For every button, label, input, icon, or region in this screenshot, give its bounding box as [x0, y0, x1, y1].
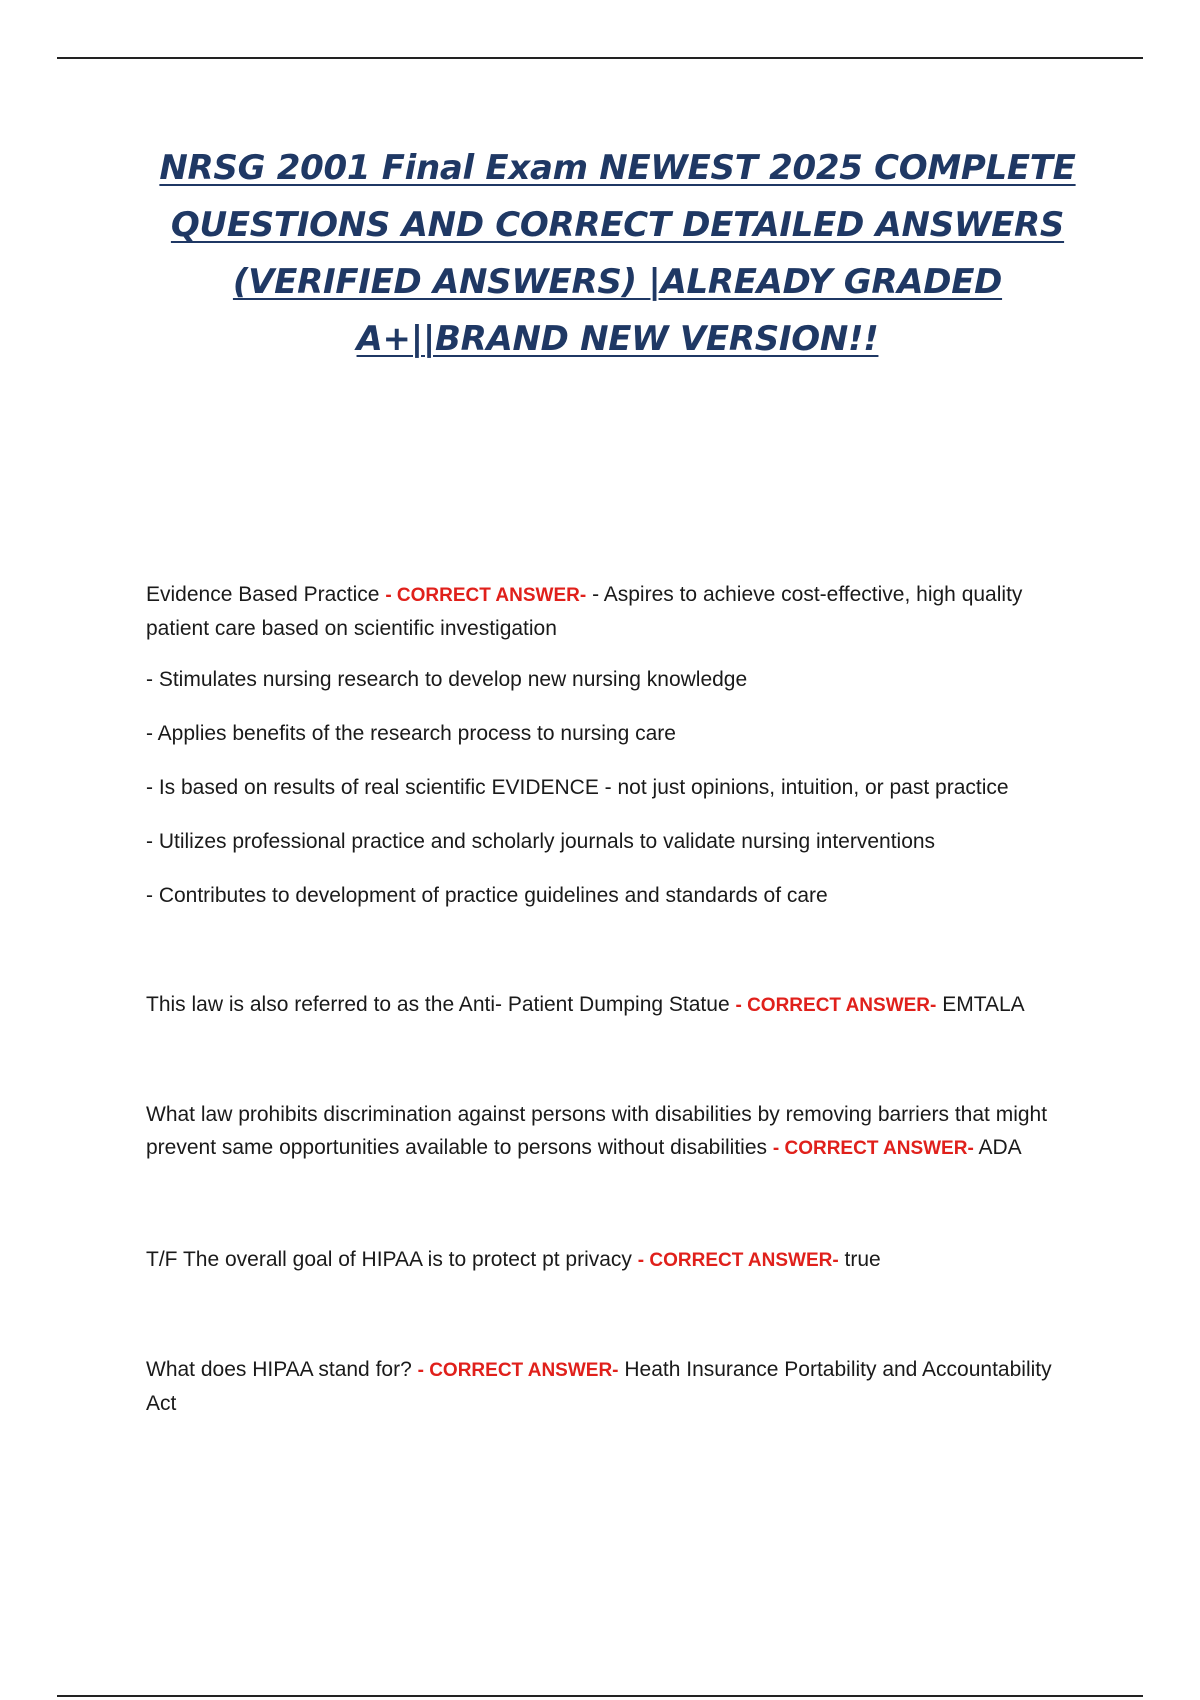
correct-answer-label: - CORRECT ANSWER-: [637, 1250, 839, 1271]
qa-item-emtala: [146, 988, 1081, 1022]
answer-text: - Aspires to achieve cost-effective, high quality patient care based on scientific investigation: [146, 583, 1023, 640]
correct-answer-label: - CORRECT ANSWER-: [385, 585, 587, 606]
question-text: Evidence Based Practice: [146, 583, 380, 606]
document-title: NRSG 2001 Final Exam NEWEST 2025 COMPLETE QUESTIONS AND CORRECT DETAILED ANSWERS (VERIFIED ANSWERS) |ALREADY GRADED A+||BRAND NEW VERSION!!: [159, 148, 1076, 359]
correct-answer-label: - CORRECT ANSWER-: [735, 995, 937, 1016]
bullet-item: - Contributes to development of practice guidelines and standards of care: [146, 884, 828, 907]
correct-answer-label: - CORRECT ANSWER-: [772, 1138, 974, 1159]
bullet-item: - Utilizes professional practice and scholarly journals to validate nursing interventions: [146, 830, 936, 853]
qa-item-evidence-based-practice: [146, 578, 1081, 645]
question-text: T/F The overall goal of HIPAA is to protect pt privacy: [146, 1248, 632, 1271]
qa-item-hipaa-goal: [146, 1243, 1081, 1277]
question-text: What law prohibits discrimination against persons with disabilities by removing barriers that might prevent same opportunities available to persons without disabilities: [146, 1103, 1048, 1159]
footer-rule: [57, 1695, 1143, 1697]
qa-item-hipaa-meaning: [146, 1353, 1081, 1420]
answer-text: Heath Insurance Portability and Accountability Act: [146, 1358, 1052, 1415]
answer-text: EMTALA: [942, 993, 1025, 1016]
bullet-item: - Stimulates nursing research to develop new nursing knowledge: [146, 668, 748, 691]
qa-item-ada: [146, 1098, 1081, 1165]
answer-text: ADA: [978, 1136, 1022, 1159]
question-text: This law is also referred to as the Anti- Patient Dumping Statue: [146, 993, 730, 1016]
bullet-item: - Is based on results of real scientific EVIDENCE - not just opinions, intuition, or past practice: [146, 776, 1009, 799]
bullet-item: - Applies benefits of the research process to nursing care: [146, 722, 676, 745]
header-rule: [57, 57, 1143, 59]
correct-answer-label: - CORRECT ANSWER-: [417, 1360, 619, 1381]
answer-text: true: [844, 1248, 881, 1271]
qa-content: [146, 578, 1081, 1420]
question-text: What does HIPAA stand for?: [146, 1358, 412, 1381]
